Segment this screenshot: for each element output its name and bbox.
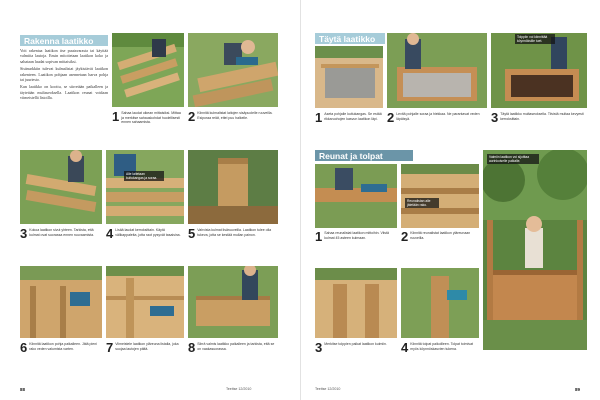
step-3-photo [20,150,102,224]
tip-callout-text: Alle laitetaan kuitukangas ja soraa. [126,172,158,180]
step-5-photo [188,150,278,224]
edge-step-3-photo [315,268,397,338]
step-text: Sahaa reunalistat laatikon mittoihin. Viistä kulmat 45 asteen kulmaan. [324,231,389,240]
step-text: Levitä pohjalle soraa ja hiekkaa. Ne parantavat veden läpäisyä. [396,112,480,121]
step-caption [315,231,397,243]
step-text: Viimeistele laatikon yläreuna listalla, joka suojaa lautojen päitä. [115,342,179,351]
issue-number: 12/2010 [327,387,341,391]
tip-callout [487,154,539,164]
step-text: Kiinnitä reunalistat laatikon yläreunaan ruuveilla. [410,231,471,240]
step-text: Sahaa laudat oikean mittaisiksi. Mittaa ja merkitse sahauskohdat huolellisesti ennen sahaamista. [121,111,181,125]
footer-magazine [226,387,251,391]
step-number: 7 [106,340,114,355]
edges-section-title-text: Reunat ja tolpat [319,150,383,161]
intro-paragraph: Sisänurkkiin tulevat kulmalistat jäykistävät laatikon rakenteen. Laatikon pohjaan asennetaan harva pohja tai juuriesto. [20,66,108,83]
step-4-photo [106,150,184,224]
step-number: 4 [106,226,114,241]
step-caption [20,342,102,354]
step-caption [188,111,278,123]
edge-step-1-photo [315,164,397,228]
step-text: Vahvista kulmat lisäruuveilla. Laatikon tulee olla tukeva, jotta se kestää mullan painon. [197,228,272,237]
tip-callout [405,198,439,208]
tip-callout-text: Tolppiin voi kiinnittää köynnöksille tuet. [517,35,548,43]
step-caption [188,228,278,240]
step-number: 5 [188,226,196,241]
fill-section-title [315,33,385,44]
step-caption [401,342,479,354]
step-text: Kiinnitä kulmalistat laitojen sisäpuolelle ruuveilla. Esiporaa reiät, ettei puu halkeile. [197,111,273,120]
step-number: 3 [315,340,323,355]
step-number: 1 [315,110,323,125]
intro-paragraph: Voit rakentaa laatikon itse puutavarasta tai käyttää valmiita lautoja. Ensin mitoitetaan laatikon koko ja sahataan laudat sopivan mittaisiksi. [20,48,108,64]
step-caption [315,342,397,354]
step-text: Siirrä valmis laatikko paikalleen ja tarkista, että se on vaakasuorassa. [197,342,275,351]
step-number: 2 [401,229,409,244]
step-text: Kiinnitä tolpat paikoilleen. Tolpat toimivat myös köynnöskasvien tukena. [410,342,474,351]
intro-text [20,48,108,103]
step-caption [106,342,184,354]
step-text: Aseta pohjalle kuitukangas. Se estää rikkaruohojen kasvun laatikon läpi. [324,112,382,121]
step-text: Lisää laudat kerroksittain. Käytä välikappaleita, jotta raot pysyvät tasaisina. [115,228,181,237]
finished-planter-photo [483,150,587,350]
tip-callout-text: Valmiin laatikon voi sijoittaa aurinkoiselle paikalle. [489,155,530,163]
fill-step-2-photo [387,33,487,108]
fill-step-3-photo [491,33,587,108]
step-number: 3 [491,110,499,125]
edges-section-title [315,150,413,161]
step-number: 4 [401,340,409,355]
step-caption [112,111,184,125]
tip-callout [515,34,555,44]
step-number: 2 [387,110,395,125]
step-number: 2 [188,109,196,124]
step-text: Kiinnitä laatikon pohja paikalleen. Jätä pieni rako veden valumista varten. [29,342,97,351]
page-number: 88 [20,387,26,392]
step-text: Merkitse tolppien paikat laatikon kulmiin. [324,342,387,346]
edge-step-4-photo [401,268,479,338]
step-caption [401,231,479,243]
right-page [300,0,600,400]
step-number: 6 [20,340,28,355]
edge-step-2-photo [401,164,479,228]
step-text: Kokoa laatikon sivut yhteen. Tarkista, että kulmat ovat suorassa ennen ruuvaamista. [29,228,95,237]
step-text: Täytä laatikko multaseoksella. Tiivistä multaa kevyesti kerroksittain. [500,112,584,121]
issue-number: 12/2010 [238,387,252,391]
magazine-name: Teeitse [226,387,238,391]
step-caption [387,112,487,124]
step-number: 1 [315,229,323,244]
step-2-photo [188,33,278,107]
fill-section-title-text: Täytä laatikko [319,33,376,44]
left-page-title [20,35,108,46]
step-number: 1 [112,109,120,124]
tip-callout [124,171,164,181]
tip-callout-text: Reunalistan alle jätetään rako. [407,199,431,207]
page-number: 89 [575,387,581,392]
step-caption [188,342,278,354]
step-8-photo [188,266,278,338]
step-6-photo [20,266,102,338]
footer-magazine [315,387,340,391]
step-number: 8 [188,340,196,355]
intro-paragraph: Kun laatikko on koottu, se siirretään paikalleen ja täytetään multaseoksella. Laatikon reunat voidaan viimeistellä listoilla. [20,84,108,101]
step-caption [491,112,587,124]
fill-step-1-photo [315,46,383,108]
left-page-title-text: Rakenna laatikko [24,35,94,46]
magazine-name: Teeitse [315,387,327,391]
step-caption [315,112,383,124]
step-caption [106,228,184,240]
step-caption [20,228,102,240]
step-7-photo [106,266,184,338]
step-number: 3 [20,226,28,241]
step-1-photo [112,33,184,107]
